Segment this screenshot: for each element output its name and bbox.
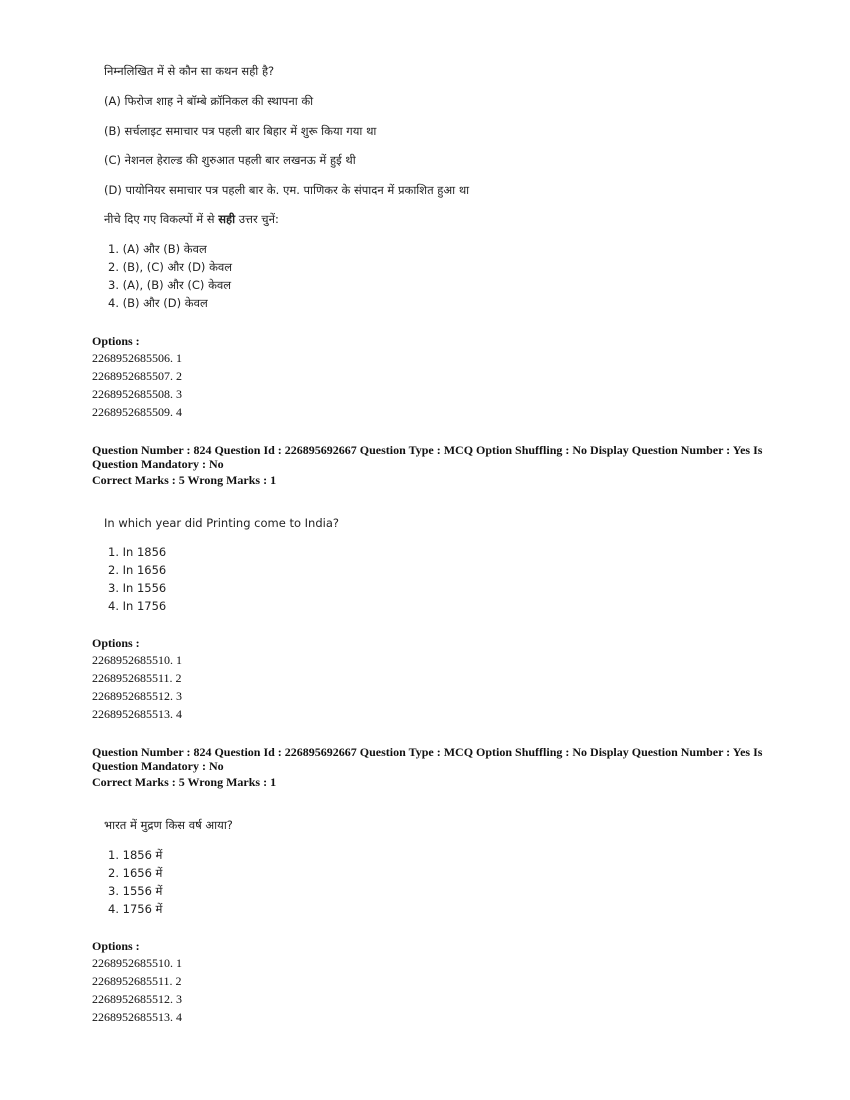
question-3-meta: Question Number : 824 Question Id : 226895692667 Question Type : MCQ Option Shuffling : No Display Question Number : Yes Is Question Mandatory : No	[92, 745, 763, 773]
choice-4: 4. (B) और (D) केवल	[108, 296, 208, 310]
choice-4: 4. In 1756	[108, 599, 167, 613]
statement-a: (A) फिरोज शाह ने बॉम्बे क्रॉनिकल की स्थापना की	[104, 94, 314, 108]
options-label: Options :	[92, 939, 140, 953]
question-1-prompt: निम्नलिखित में से कौन सा कथन सही है?	[104, 64, 275, 78]
option-id-3: 2268952685508. 3	[92, 387, 182, 401]
option-id-1: 2268952685510. 1	[92, 653, 182, 667]
choice-3: 3. In 1556	[108, 581, 167, 595]
question-2-marks: Correct Marks : 5 Wrong Marks : 1	[92, 473, 277, 487]
option-id-4: 2268952685513. 4	[92, 707, 182, 721]
option-id-2: 2268952685511. 2	[92, 671, 182, 685]
options-label: Options :	[92, 334, 140, 348]
question-2-meta: Question Number : 824 Question Id : 226895692667 Question Type : MCQ Option Shuffling : No Display Question Number : Yes Is Question Mandatory : No	[92, 443, 763, 471]
option-id-4: 2268952685509. 4	[92, 405, 182, 419]
option-id-2: 2268952685511. 2	[92, 974, 182, 988]
statement-b: (B) सर्चलाइट समाचार पत्र पहली बार बिहार में शुरू किया गया था	[104, 124, 377, 138]
option-id-2: 2268952685507. 2	[92, 369, 182, 383]
question-1-instruction	[104, 212, 279, 227]
choice-1: 1. In 1856	[108, 545, 167, 559]
choice-1: 1. (A) और (B) केवल	[108, 242, 207, 256]
options-label: Options :	[92, 636, 140, 650]
question-2-prompt: In which year did Printing come to India?	[104, 516, 339, 530]
choice-2: 2. (B), (C) और (D) केवल	[108, 260, 233, 274]
option-id-4: 2268952685513. 4	[92, 1010, 182, 1024]
choice-3: 3. 1556 में	[108, 884, 163, 898]
choice-1: 1. 1856 में	[108, 848, 163, 862]
option-id-3: 2268952685512. 3	[92, 689, 182, 703]
statement-d: (D) पायोनियर समाचार पत्र पहली बार के. एम. पाणिकर के संपादन में प्रकाशित हुआ था	[104, 183, 470, 197]
question-3-prompt: भारत में मुद्रण किस वर्ष आया?	[104, 818, 233, 832]
choice-3: 3. (A), (B) और (C) केवल	[108, 278, 232, 292]
instruction-text-post: उत्तर चुनें:	[235, 212, 279, 226]
instruction-text-pre: नीचे दिए गए विकल्पों में से	[104, 212, 219, 226]
question-3-marks: Correct Marks : 5 Wrong Marks : 1	[92, 775, 277, 789]
option-id-1: 2268952685510. 1	[92, 956, 182, 970]
instruction-text-bold: सही	[218, 212, 236, 226]
statement-c: (C) नेशनल हेराल्ड की शुरुआत पहली बार लखनऊ में हुई थी	[104, 153, 356, 167]
choice-2: 2. In 1656	[108, 563, 167, 577]
option-id-1: 2268952685506. 1	[92, 351, 182, 365]
option-id-3: 2268952685512. 3	[92, 992, 182, 1006]
choice-4: 4. 1756 में	[108, 902, 163, 916]
choice-2: 2. 1656 में	[108, 866, 163, 880]
